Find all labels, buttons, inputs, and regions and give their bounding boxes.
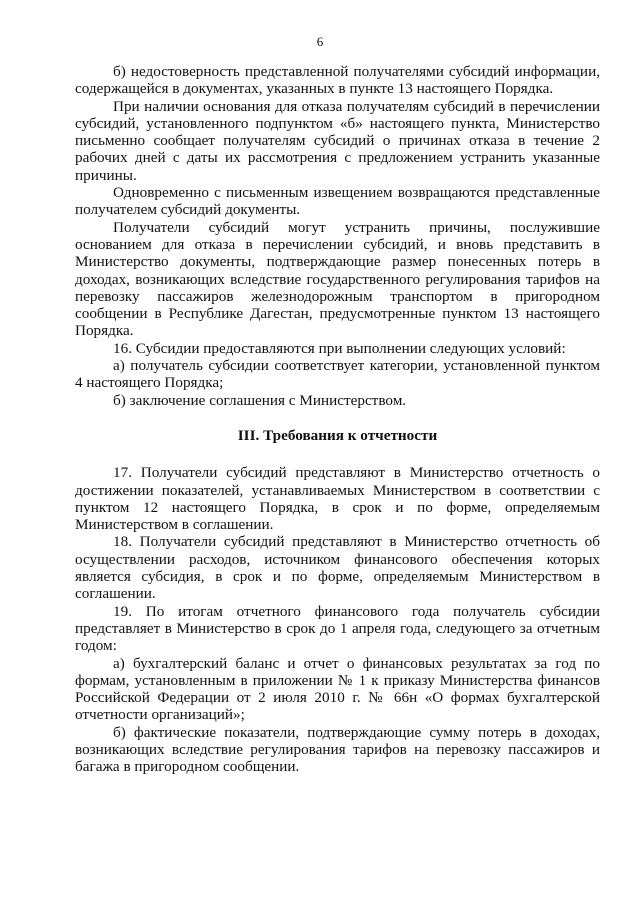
document-body — [75, 63, 600, 776]
paragraph-16: 16. Субсидии предоставляются при выполнении следующих условий: — [113, 339, 566, 357]
paragraph-19-b: б) фактические показатели, подтверждающие сумму потерь в доходах, возникающих вследствие регулирования тарифов на перевозку пассажиров и багажа в пригородном сообщении. — [75, 723, 600, 776]
paragraph-16-b: б) заключение соглашения с Министерством. — [113, 391, 407, 409]
paragraph-19-a: а) бухгалтерский баланс и отчет о финансовых результатах за год по формам, установленным в приложении № 1 к приказу Министерства финансов Российской Федерации от 2 июля 2010 г. № 66н «О формах бухгалтерской отчетности организаций»; — [75, 654, 600, 724]
paragraph-18: 18. Получатели субсидий представляют в Министерство отчетность об осуществлении расходов, источником финансового обеспечения которых является субсидия, в срок и по форме, определяемым Министерством в соглашении. — [75, 533, 600, 603]
section-title: III. Требования к отчетности — [237, 426, 438, 444]
paragraph-16-a: а) получатель субсидии соответствует категории, установленной пунктом 4 настоящего Порядка; — [75, 357, 600, 392]
paragraph-reason-b: б) недостоверность представленной получателями субсидий информации, содержащейся в документах, указанных в пункте 13 настоящего Порядка. — [75, 63, 600, 98]
paragraph-19: 19. По итогам отчетного финансового года получатель субсидии представляет в Министерство в срок до 1 апреля года, следующего за отчетным годом: — [75, 602, 600, 655]
paragraph-refusal-notice: При наличии основания для отказа получателям субсидий в перечислении субсидий, установленного подпунктом «б» настоящего пункта, Министерство письменно сообщает получателям субсидий о причинах отказа в течение 2 рабочих дней с даты их рассмотрения с предложением устранить указанные причины. — [75, 97, 600, 184]
paragraph-17: 17. Получатели субсидий представляют в Министерство отчетность о достижении показателей, устанавливаемых Министерством в соответствии с пунктом 12 настоящего Порядка, в срок и по форме, определяемым Министерством в соглашении. — [75, 464, 600, 534]
paragraph-resubmission: Получатели субсидий могут устранить причины, послужившие основанием для отказа в перечислении субсидий, и вновь представить в Министерство документы, подтверждающие размер понесенных потерь в доходах, возникающих вследствие государственного регулирования тарифов на перевозку пассажиров железнодорожным транспортом в пригородном сообщении в Республике Дагестан, предусмотренные пунктом 13 настоящего Порядка. — [75, 218, 600, 340]
page-number: 6 — [316, 34, 324, 49]
paragraph-documents-returned: Одновременно с письменным извещением возвращаются представленные получателем субсидий документы. — [75, 184, 600, 219]
